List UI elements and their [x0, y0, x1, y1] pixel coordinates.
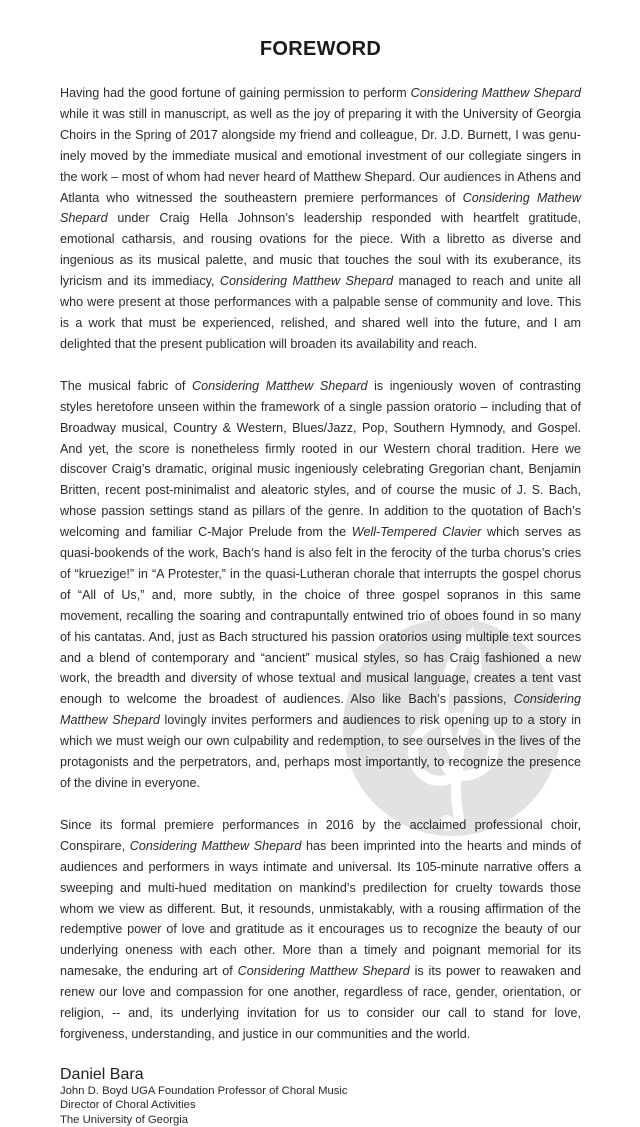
page-title: FOREWORD [259, 38, 382, 60]
work-title: Considering Matthew Shepard [410, 86, 581, 100]
work-title: Well-Tempered Clavier [351, 525, 482, 540]
author-title-2: Director of Choral Activities [60, 1099, 196, 1112]
author-title-3: The University of Georgia [60, 1113, 189, 1126]
signature-block [60, 1066, 581, 1127]
author-name: Daniel Bara [60, 1065, 144, 1083]
work-title: Considering Matthew Shepard [219, 274, 394, 289]
work-title: Considering Mathew Shepard [60, 190, 581, 226]
work-title: Considering Matthew Shepard [191, 378, 368, 393]
work-title: Considering Matthew Shepard [237, 964, 410, 979]
paragraph-2: The musical fabric of Considering Matthew Shepard is ingeniously woven of contrasting styles heretofore unseen within the framework of a single passion oratorio – including that of Broadway musical, Country & Western, Blues/Jazz, Pop, Southern Hymnody, and Gospel. And yet, the score is nonetheless firmly rooted in our Western choral tradition. Here we discover Craig’s dramatic, original music ingeniously celebrating Gregorian chant, Benjamin Britten, recent post-minimalist and aleatoric styles, and of course the music of J. S. Bach, whose passion settings stand as pillars of the genre. In addition to the quotation of Bach’s welcoming and familiar C-Major Prelude from the Well-Tempered Clavier which serves as quasi-bookends of the work, Bach’s hand is also felt in the ferocity of the turba chorus’s cries of “kruezige!” in “A Protester,” in the quasi-Lutheran chorale that interrupts the gospel chorus of “All of Us,” and, more subtly, in the choice of three gospel sopranos in this same movement, recalling the soaring and contrapuntally entwined trio of oboes found in so many of his cantatas. And, just as Bach structured his passion oratorios using multiple text sources and a blend of contemporary and “ancient” musical styles, so has Craig fashioned a new work, the breadth and diversity of whose textual and musical language, creates a tent vast enough to welcome the broadest of audiences. Also like Bach’s passions, Considering Matthew Shepard lovingly invites performers and audiences to risk opening up to a story in which we must weigh our own culpability and redemption, to see ourselves in the lives of the protagonists and the perpetrators, and, perhaps most importantly, to recognize the presence of the divine in everyone. [60, 378, 582, 790]
author-title-1: John D. Boyd UGA Foundation Professor of Choral Music [60, 1084, 348, 1097]
paragraph-3: Since its formal premiere performances in 2016 by the acclaimed professional choir, Conspirare, Considering Matthew Shepard has been imprinted into the hearts and minds of audiences and performers in ways intimate and universal. Its 105-minute narrative offers a sweeping and multi-hued meditation on mankind’s predilection for cruelty towards those whom we view as different. But, it resounds, unmistakably, with a rousing affirmation of the redemptive power of love and gratitude as it encourages us to recognize the beauty of our underlying oneness with each other. More than a timely and poignant memorial for its namesake, the enduring art of Considering Matthew Shepard is its power to reawaken and renew our love and compassion for one another, regardless of race, gender, orientation, or religion, -- and, its underlying invitation for us to consider our call to stand for love, forgiveness, understanding, and justice in our communities and the world. [60, 817, 581, 1041]
paragraph-1: Having had the good fortune of gaining permission to perform Considering Matthew Shepard while it was still in manuscript, as well as the joy of preparing it with the University of Georgia Choirs in the Spring of 2017 alongside my friend and colleague, Dr. J.D. Burnett, I was genuinely moved by the immediate musical and emotional investment of our collegiate singers in the work – most of whom had never heard of Matthew Shepard. Our audiences in Athens and Atlanta who witnessed the southeastern premiere performances of Considering Mathew Shepard under Craig Hella Johnson’s leadership responded with heartfelt gratitude, emotional catharsis, and rousing ovations for the piece. With a libretto as diverse and ingenious as its musical palette, and music that touches the soul with its exuberance, its lyricism and its immediacy, Considering Matthew Shepard managed to reach and unite all who were present at those performances with a palpable sense of community and love. This is a work that must be experienced, relished, and shared well into the future, and I am delighted that the present publication will broaden its availability and reach. [60, 86, 581, 351]
foreword-content [60, 38, 581, 1127]
work-title: Considering Matthew Shepard [60, 692, 581, 728]
work-title: Considering Matthew Shepard [129, 838, 302, 853]
